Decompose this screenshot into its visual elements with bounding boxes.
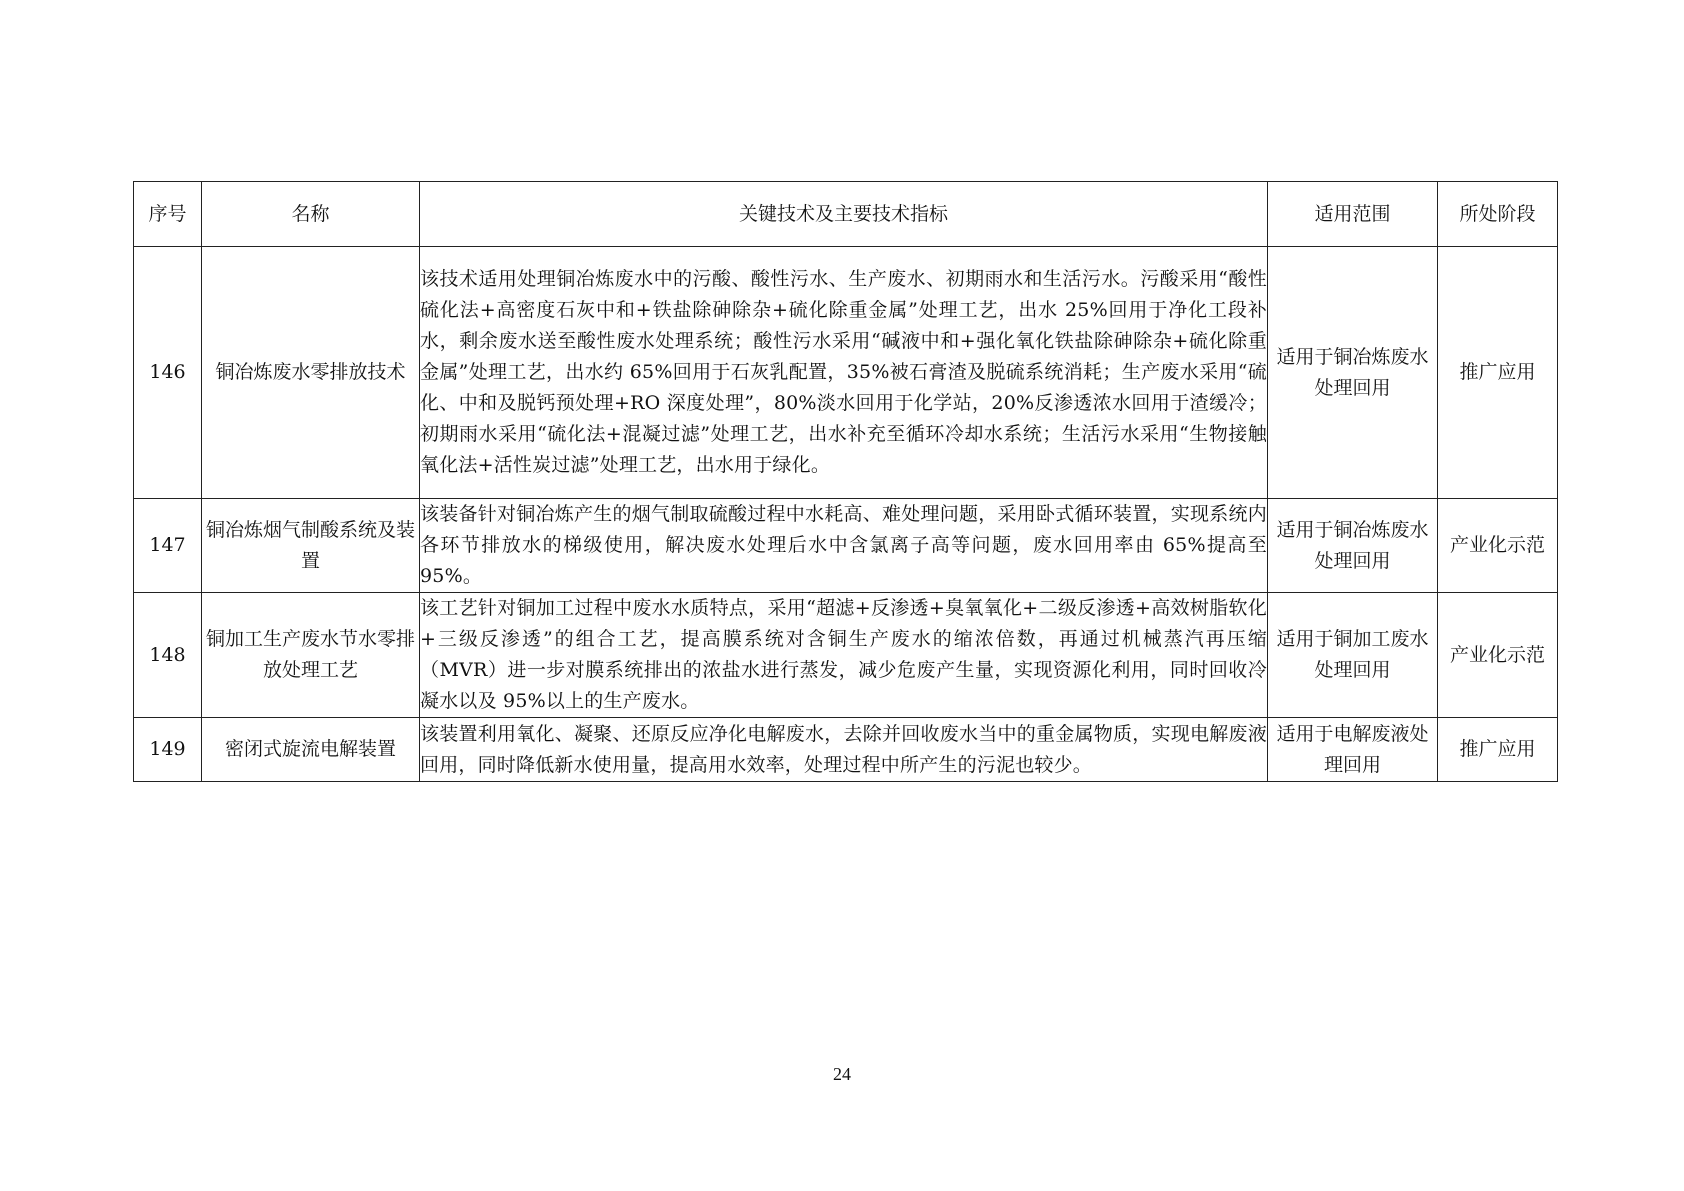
development-stage: 产业化示范	[1438, 499, 1558, 593]
technology-name: 铜加工生产废水节水零排放处理工艺	[202, 593, 420, 718]
development-stage: 推广应用	[1438, 247, 1558, 499]
row-number: 147	[134, 499, 202, 593]
header-row	[134, 182, 1558, 247]
header-detail: 关键技术及主要技术指标	[420, 182, 1268, 247]
table-row	[134, 718, 1558, 782]
table-row	[134, 499, 1558, 593]
technology-name: 铜冶炼废水零排放技术	[202, 247, 420, 499]
application-scope: 适用于铜冶炼废水处理回用	[1268, 499, 1438, 593]
header-scope: 适用范围	[1268, 182, 1438, 247]
technology-table-container	[133, 181, 1557, 782]
technology-name: 密闭式旋流电解装置	[202, 718, 420, 782]
table-row	[134, 247, 1558, 499]
technology-detail: 该装备针对铜冶炼产生的烟气制取硫酸过程中水耗高、难处理问题，采用卧式循环装置，实现系统内各环节排放水的梯级使用，解决废水处理后水中含氯离子高等问题，废水回用率由 65%提高至 95%。	[420, 499, 1268, 593]
row-number: 148	[134, 593, 202, 718]
header-name: 名称	[202, 182, 420, 247]
header-no: 序号	[134, 182, 202, 247]
application-scope: 适用于电解废液处理回用	[1268, 718, 1438, 782]
development-stage: 推广应用	[1438, 718, 1558, 782]
technology-table	[133, 181, 1558, 782]
technology-detail: 该装置利用氧化、凝聚、还原反应净化电解废水，去除并回收废水当中的重金属物质，实现电解废液回用，同时降低新水使用量，提高用水效率，处理过程中所产生的污泥也较少。	[420, 718, 1268, 782]
page-number: 24	[833, 1064, 851, 1084]
table-row	[134, 593, 1558, 718]
technology-name: 铜冶炼烟气制酸系统及装置	[202, 499, 420, 593]
development-stage: 产业化示范	[1438, 593, 1558, 718]
technology-detail: 该工艺针对铜加工过程中废水水质特点，采用“超滤+反渗透+臭氧氧化+二级反渗透+高效树脂软化+三级反渗透”的组合工艺，提高膜系统对含铜生产废水的缩浓倍数，再通过机械蒸汽再压缩（MVR）进一步对膜系统排出的浓盐水进行蒸发，减少危废产生量，实现资源化利用，同时回收冷凝水以及 95%以上的生产废水。	[420, 593, 1268, 718]
application-scope: 适用于铜加工废水处理回用	[1268, 593, 1438, 718]
row-number: 146	[134, 247, 202, 499]
application-scope: 适用于铜冶炼废水处理回用	[1268, 247, 1438, 499]
technology-detail: 该技术适用处理铜冶炼废水中的污酸、酸性污水、生产废水、初期雨水和生活污水。污酸采用“酸性硫化法+高密度石灰中和+铁盐除砷除杂+硫化除重金属”处理工艺，出水 25%回用于净化工段补水，剩余废水送至酸性废水处理系统；酸性污水采用“碱液中和+强化氧化铁盐除砷除杂+硫化除重金属”处理工艺，出水约 65%回用于石灰乳配置，35%被石膏渣及脱硫系统消耗；生产废水采用“硫化、中和及脱钙预处理+RO 深度处理”，80%淡水回用于化学站，20%反渗透浓水回用于渣缓冷；初期雨水采用“硫化法+混凝过滤”处理工艺，出水补充至循环冷却水系统；生活污水采用“生物接触氧化法+活性炭过滤”处理工艺，出水用于绿化。	[420, 247, 1268, 499]
row-number: 149	[134, 718, 202, 782]
header-stage: 所处阶段	[1438, 182, 1558, 247]
